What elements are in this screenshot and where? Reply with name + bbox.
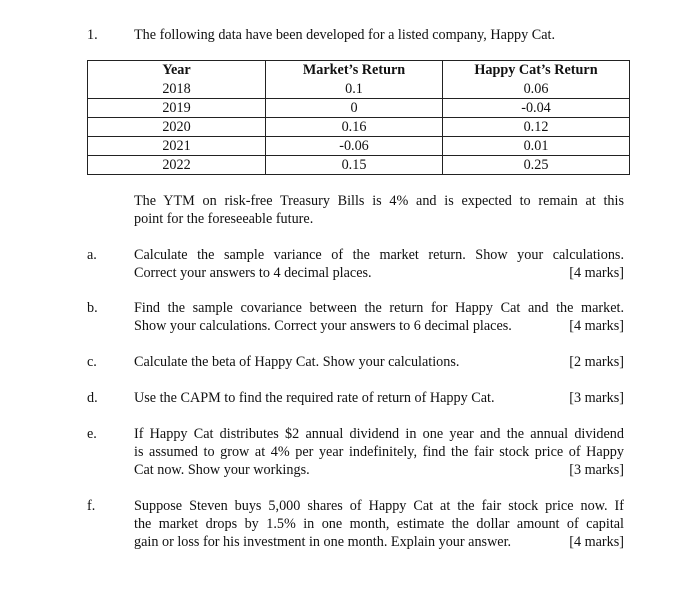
part-c-marks: [2 marks] bbox=[569, 354, 624, 370]
returns-table bbox=[87, 60, 630, 175]
year-cell: 2018 bbox=[88, 80, 266, 99]
happy-cat-return-cell: 0.06 bbox=[443, 80, 630, 99]
ytm-note bbox=[134, 192, 624, 228]
part-c-label: c. bbox=[87, 354, 97, 370]
question-intro: The following data have been developed for a listed company, Happy Cat. bbox=[134, 27, 556, 43]
part-d-text bbox=[134, 389, 624, 407]
part-a-marks: [4 marks] bbox=[569, 265, 624, 281]
header-market-return: Market’s Return bbox=[266, 61, 443, 81]
part-a-label: a. bbox=[87, 247, 97, 263]
part-e-line: If Happy Cat distributes $2 annual dividend in one year and the annual dividend bbox=[134, 426, 624, 442]
part-c-line: Calculate the beta of Happy Cat. Show your calculations. bbox=[134, 354, 460, 370]
year-cell: 2019 bbox=[88, 99, 266, 118]
part-b-label: b. bbox=[87, 300, 98, 316]
table-row bbox=[88, 80, 630, 99]
part-e-marks: [3 marks] bbox=[569, 462, 624, 478]
part-d-label: d. bbox=[87, 390, 98, 406]
part-e-text bbox=[134, 425, 624, 479]
part-f-last-line bbox=[134, 533, 624, 551]
part-a-line: Correct your answers to 4 decimal places. bbox=[134, 265, 372, 281]
year-cell: 2020 bbox=[88, 118, 266, 137]
part-f-marks: [4 marks] bbox=[569, 534, 624, 550]
part-a-text bbox=[134, 246, 624, 282]
part-c-text bbox=[134, 353, 624, 371]
part-d-line: Use the CAPM to find the required rate of return of Happy Cat. bbox=[134, 390, 495, 406]
part-b-line: Find the sample covariance between the return for Happy Cat and the market. bbox=[134, 300, 624, 316]
table-row bbox=[88, 118, 630, 137]
part-e-label: e. bbox=[87, 426, 97, 442]
part-c-last-line bbox=[134, 353, 624, 371]
happy-cat-return-cell: -0.04 bbox=[443, 99, 630, 118]
part-f-label: f. bbox=[87, 498, 96, 514]
market-return-cell: 0 bbox=[266, 99, 443, 118]
header-happy-cat-return: Happy Cat’s Return bbox=[443, 61, 630, 81]
table-row bbox=[88, 99, 630, 118]
part-e-line: is assumed to grow at 4% per year indefinitely, find the fair stock price of Happy bbox=[134, 444, 624, 460]
part-d-last-line bbox=[134, 389, 624, 407]
market-return-cell: 0.1 bbox=[266, 80, 443, 99]
part-b-marks: [4 marks] bbox=[569, 318, 624, 334]
ytm-note-line: The YTM on risk-free Treasury Bills is 4% and is expected to remain at this bbox=[134, 193, 624, 209]
part-f-line: gain or loss for his investment in one month. Explain your answer. bbox=[134, 534, 512, 550]
market-return-cell: 0.15 bbox=[266, 156, 443, 175]
ytm-note-line: point for the foreseeable future. bbox=[134, 211, 314, 227]
part-b-last-line bbox=[134, 317, 624, 335]
part-f-line: Suppose Steven buys 5,000 shares of Happy Cat at the fair stock price now. If bbox=[134, 498, 624, 514]
part-b-text bbox=[134, 299, 624, 335]
table-row bbox=[88, 137, 630, 156]
header-year: Year bbox=[88, 61, 266, 81]
year-cell: 2021 bbox=[88, 137, 266, 156]
part-d-marks: [3 marks] bbox=[569, 390, 624, 406]
part-a-line: Calculate the sample variance of the market return. Show your calculations. bbox=[134, 247, 624, 263]
part-e-line: Cat now. Show your workings. bbox=[134, 462, 310, 478]
happy-cat-return-cell: 0.12 bbox=[443, 118, 630, 137]
market-return-cell: -0.06 bbox=[266, 137, 443, 156]
market-return-cell: 0.16 bbox=[266, 118, 443, 137]
year-cell: 2022 bbox=[88, 156, 266, 175]
part-f-line: the market drops by 1.5% in one month, estimate the dollar amount of capital bbox=[134, 516, 624, 532]
table-row bbox=[88, 156, 630, 175]
part-f-text bbox=[134, 497, 624, 551]
table-header-row bbox=[88, 61, 630, 81]
part-e-last-line bbox=[134, 461, 624, 479]
part-b-line: Show your calculations. Correct your answers to 6 decimal places. bbox=[134, 318, 512, 334]
happy-cat-return-cell: 0.25 bbox=[443, 156, 630, 175]
happy-cat-return-cell: 0.01 bbox=[443, 137, 630, 156]
question-number: 1. bbox=[87, 27, 98, 43]
part-a-last-line bbox=[134, 264, 624, 282]
